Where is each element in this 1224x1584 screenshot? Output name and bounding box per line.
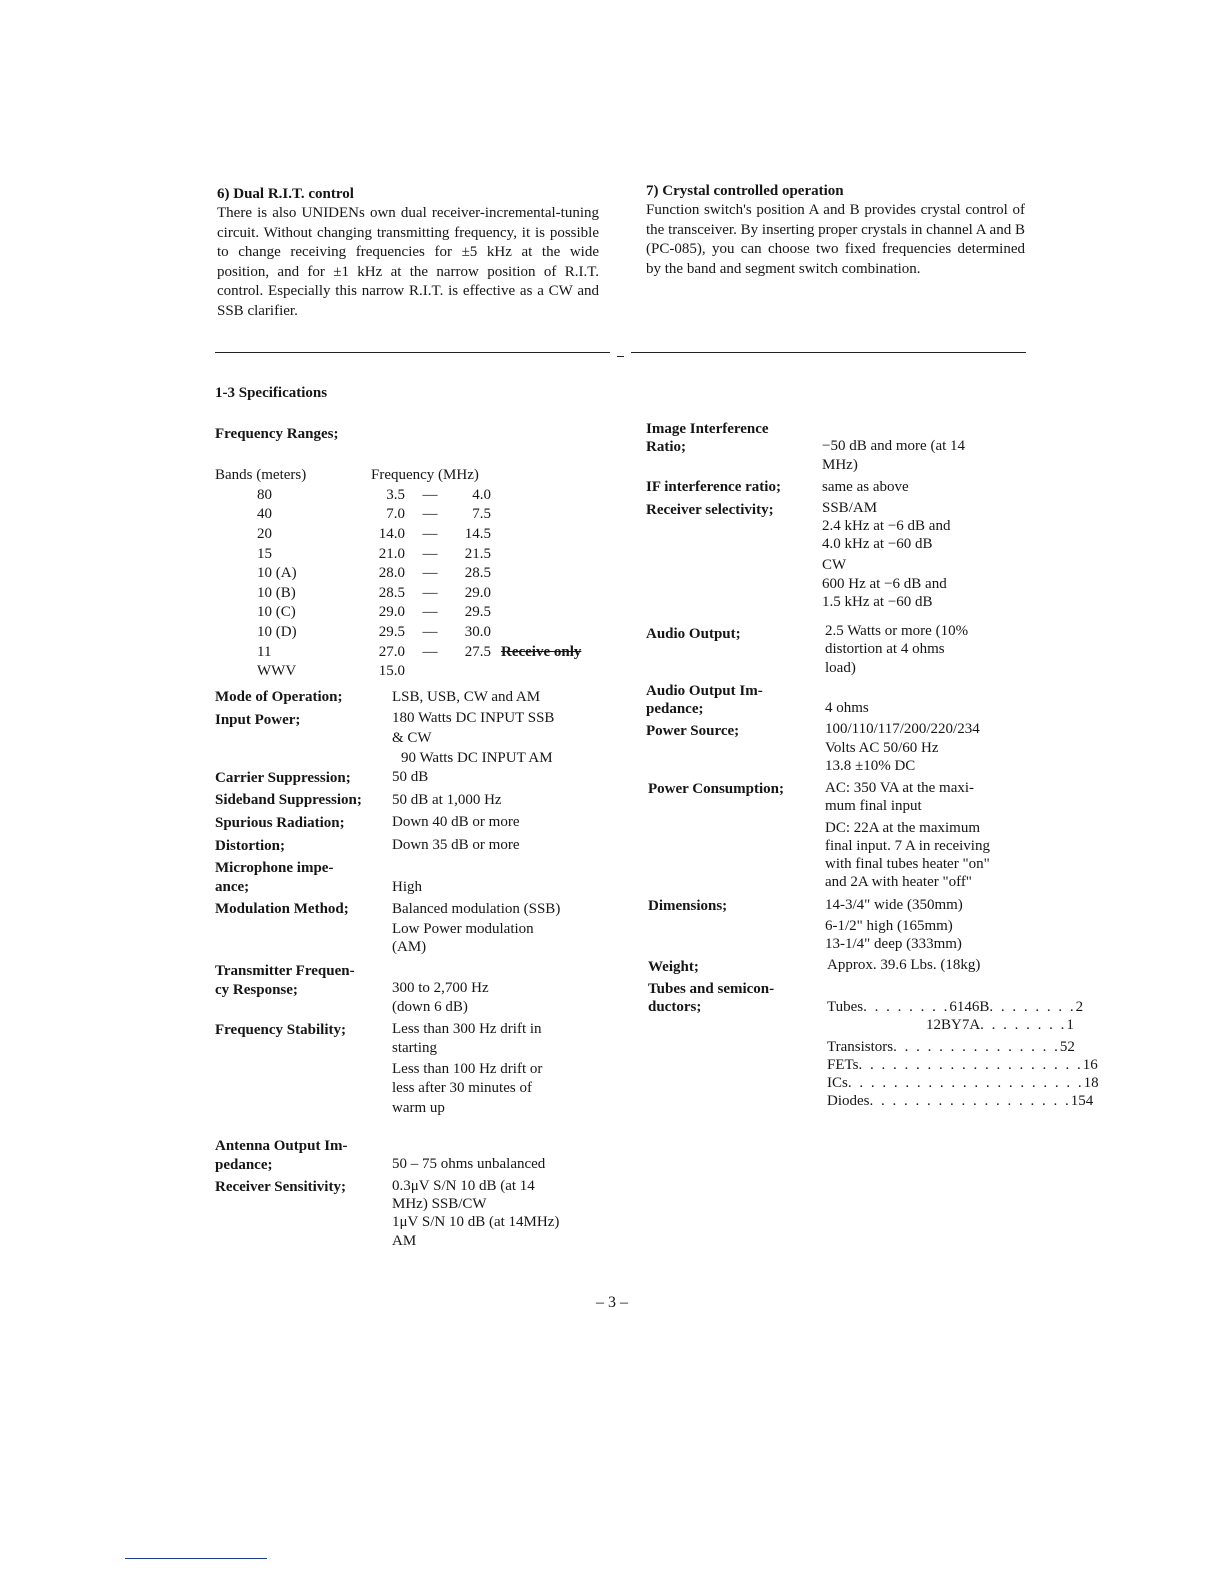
dimensions-value-2: 6-1/2" high (165mm) [825, 918, 953, 934]
audio-impedance-label-2: pedance; [646, 701, 704, 717]
tube-row-6146b [827, 998, 1084, 1016]
band-freq-low: 21.0 [378, 545, 405, 562]
microphone-impedance-label-2: ance; [215, 879, 250, 895]
dimensions-label: Dimensions; [648, 898, 728, 914]
sideband-suppression-label: Sideband Suppression; [215, 792, 362, 808]
band-range-dash: — [422, 486, 438, 503]
leader-dots: . . . . . . . . [989, 999, 1076, 1015]
band-range-dash: — [422, 526, 438, 543]
leader-dots: . . . . . . . . . . . . . . . . . . . . . [847, 1075, 1084, 1091]
audio-output-value-2: distortion at 4 ohms [825, 641, 945, 657]
frequency-column-header: Frequency (MHz) [371, 467, 479, 484]
spurious-radiation-label: Spurious Radiation; [215, 815, 345, 831]
dimensions-value-3: 13-1/4" deep (333mm) [825, 936, 962, 952]
band-freq-low: 29.0 [378, 604, 405, 621]
fets-name: FETs [827, 1057, 859, 1073]
modulation-method-value-2: Low Power modulation [392, 921, 534, 937]
band-freq-high: 29.0 [464, 584, 491, 601]
if-interference-value: same as above [822, 479, 909, 495]
band-freq-high: 7.5 [472, 506, 491, 523]
band-row [215, 584, 615, 604]
receiver-selectivity-value-5: 600 Hz at −6 dB and [822, 576, 947, 592]
mode-label: Mode of Operation; [215, 689, 343, 705]
tube-12by7a-count: 1 [1066, 1017, 1074, 1033]
fets-row [827, 1056, 1098, 1074]
band-row [215, 623, 615, 643]
receiver-selectivity-label: Receiver selectivity; [646, 502, 774, 518]
band-freq-low: 14.0 [378, 526, 405, 543]
transistors-row [827, 1038, 1075, 1056]
band-freq-high: 21.5 [464, 545, 491, 562]
tube-12by7a-name: 12BY7A [926, 1017, 981, 1033]
band-range-dash: — [422, 643, 438, 660]
tubes-semiconductors-label-2: ductors; [648, 999, 702, 1015]
audio-impedance-value: 4 ohms [825, 700, 869, 716]
band-freq-high: 4.0 [472, 486, 491, 503]
leader-dots: . . . . . . . . [863, 999, 950, 1015]
band-name: 40 [257, 506, 272, 523]
band-range-dash: — [422, 545, 438, 562]
power-source-label: Power Source; [646, 723, 740, 739]
band-row [215, 642, 615, 662]
band-freq-low: 28.0 [378, 565, 405, 582]
audio-output-value-3: load) [825, 660, 856, 676]
carrier-suppression-label: Carrier Suppression; [215, 770, 351, 786]
image-interference-label-1: Image Interference [646, 421, 769, 437]
section-dual-rit [217, 185, 599, 322]
band-freq-low: 3.5 [386, 486, 405, 503]
receiver-selectivity-value-1: SSB/AM [822, 500, 878, 516]
band-name: 10 (C) [257, 604, 296, 621]
antenna-impedance-label-2: pedance; [215, 1157, 273, 1173]
power-source-value-3: 13.8 ±10% DC [825, 758, 916, 774]
band-freq-low: 7.0 [386, 506, 405, 523]
modulation-method-value-3: (AM) [392, 939, 427, 955]
frequency-ranges-label: Frequency Ranges; [215, 426, 339, 442]
band-range-dash: — [422, 624, 438, 641]
band-name: 11 [257, 643, 272, 660]
audio-impedance-label-1: Audio Output Im- [646, 683, 763, 699]
receiver-sensitivity-value-4: AM [392, 1233, 417, 1249]
band-name: WWV [257, 663, 297, 680]
frequency-stability-value-1: Less than 300 Hz drift in [392, 1021, 542, 1037]
antenna-impedance-label-1: Antenna Output Im- [215, 1138, 348, 1154]
divider-left [215, 352, 610, 353]
antenna-impedance-value: 50 – 75 ohms unbalanced [392, 1156, 546, 1172]
receiver-sensitivity-label: Receiver Sensitivity; [215, 1179, 346, 1195]
diodes-count: 154 [1070, 1093, 1094, 1109]
band-row [215, 544, 615, 564]
semiconductor-list [827, 1038, 1099, 1110]
image-interference-label-2: Ratio; [646, 439, 686, 455]
divider-dash [617, 356, 624, 357]
power-consumption-value-6: and 2A with heater "off" [825, 874, 972, 890]
frequency-stability-value-5: warm up [392, 1100, 445, 1116]
band-table-header [215, 466, 615, 486]
band-range-dash: — [422, 506, 438, 523]
fets-count: 16 [1082, 1057, 1098, 1073]
tubes-name: Tubes [827, 999, 864, 1015]
leader-dots: . . . . . . . . . . . . . . . . . . . . [858, 1057, 1083, 1073]
band-row [215, 662, 615, 682]
if-interference-label: IF interference ratio; [646, 479, 781, 495]
transmitter-frequency-value-2: (down 6 dB) [392, 999, 468, 1015]
band-column-header: Bands (meters) [215, 467, 307, 484]
sideband-suppression-value: 50 dB at 1,000 Hz [392, 792, 502, 808]
carrier-suppression-value: 50 dB [392, 769, 429, 785]
input-power-value-2: & CW [392, 730, 432, 746]
footnote-rule [125, 1558, 267, 1559]
leader-dots: . . . . . . . . . . . . . . . [893, 1039, 1060, 1055]
power-consumption-value-1: AC: 350 VA at the maxi- [825, 780, 975, 796]
ics-name: ICs [827, 1075, 848, 1091]
transmitter-frequency-label-1: Transmitter Frequen- [215, 963, 355, 979]
receiver-selectivity-value-6: 1.5 kHz at −60 dB [822, 594, 933, 610]
band-row [215, 564, 615, 584]
band-freq-high: 29.5 [464, 604, 491, 621]
band-name: 80 [257, 486, 272, 503]
frequency-band-table [215, 466, 615, 682]
power-consumption-label: Power Consumption; [648, 781, 784, 797]
receiver-sensitivity-value-1: 0.3μV S/N 10 dB (at 14 [392, 1178, 535, 1194]
receiver-sensitivity-value-3: 1μV S/N 10 dB (at 14MHz) [392, 1214, 560, 1230]
weight-label: Weight; [648, 959, 699, 975]
transistors-name: Transistors [827, 1039, 894, 1055]
band-note: Receive only [501, 643, 582, 660]
frequency-stability-label: Frequency Stability; [215, 1022, 346, 1038]
diodes-name: Diodes [827, 1093, 870, 1109]
frequency-stability-value-4: less after 30 minutes of [392, 1080, 532, 1096]
image-interference-value-1: −50 dB and more (at 14 [822, 438, 966, 454]
band-rows [215, 486, 615, 682]
leader-dots: . . . . . . . . . . . . . . . . . . [869, 1093, 1071, 1109]
modulation-method-label: Modulation Method; [215, 901, 349, 917]
receiver-sensitivity-value-2: MHz) SSB/CW [392, 1196, 487, 1212]
microphone-impedance-label-1: Microphone impe- [215, 860, 334, 876]
ics-count: 18 [1083, 1075, 1099, 1091]
receiver-selectivity-value-4: CW [822, 557, 847, 573]
band-freq-high: 28.5 [464, 565, 491, 582]
band-row [215, 525, 615, 545]
diodes-row [827, 1092, 1094, 1110]
transmitter-frequency-value-1: 300 to 2,700 Hz [392, 980, 489, 996]
power-consumption-value-4: final input. 7 A in receiving [825, 838, 990, 854]
power-consumption-value-3: DC: 22A at the maximum [825, 820, 980, 836]
crystal-control-title: 7) Crystal controlled operation [646, 183, 844, 199]
power-consumption-value-5: with final tubes heater "on" [825, 856, 990, 872]
tube-6146b-name: 6146B [949, 999, 990, 1015]
transmitter-frequency-label-2: cy Response; [215, 982, 298, 998]
band-freq-low: 27.0 [378, 643, 405, 660]
frequency-stability-value-3: Less than 100 Hz drift or [392, 1061, 543, 1077]
leader-dots: . . . . . . . . [980, 1017, 1067, 1033]
band-name: 10 (A) [257, 565, 297, 582]
tube-6146b-count: 2 [1075, 999, 1084, 1015]
audio-output-label: Audio Output; [646, 626, 741, 642]
band-range-dash: — [422, 565, 438, 582]
dual-rit-body: There is also UNIDENs own dual receiver-incremental-tuning circuit. Without changing transmitting frequency, it is possible to change receiving frequencies for ±5 kHz at the wide position, and for ±1 kHz at the narrow position of R.I.T. control. Especially this narrow R.I.T. is effective as a CW and SSB clarifier. [217, 205, 599, 319]
band-freq-low: 15.0 [378, 663, 405, 680]
input-power-label: Input Power; [215, 712, 301, 728]
band-name: 20 [257, 526, 272, 543]
band-name: 10 (D) [257, 624, 297, 641]
band-name: 10 (B) [257, 584, 296, 601]
specifications-title: 1-3 Specifications [215, 385, 328, 401]
receiver-selectivity-value-2: 2.4 kHz at −6 dB and [822, 518, 951, 534]
band-freq-high: 14.5 [464, 526, 491, 543]
tubes-semiconductors-label-1: Tubes and semicon- [648, 981, 775, 997]
input-power-value-3: 90 Watts DC INPUT AM [401, 750, 553, 766]
band-row [215, 505, 615, 525]
distortion-label: Distortion; [215, 838, 285, 854]
section-crystal-control [646, 182, 1025, 279]
spurious-radiation-value: Down 40 dB or more [392, 814, 520, 830]
tube-row-12by7a [827, 1016, 1074, 1034]
weight-value: Approx. 39.6 Lbs. (18kg) [827, 957, 981, 973]
band-freq-low: 28.5 [378, 584, 405, 601]
band-range-dash: — [422, 604, 438, 621]
divider-right [631, 352, 1026, 353]
dual-rit-title: 6) Dual R.I.T. control [217, 186, 354, 202]
audio-output-value-1: 2.5 Watts or more (10% [825, 623, 969, 639]
distortion-value: Down 35 dB or more [392, 837, 520, 853]
ics-row [827, 1074, 1099, 1092]
image-interference-value-2: MHz) [822, 457, 858, 473]
page-number: – 3 – [596, 1294, 628, 1311]
modulation-method-value-1: Balanced modulation (SSB) [392, 901, 561, 917]
microphone-impedance-value: High [392, 879, 422, 895]
band-range-dash: — [422, 584, 438, 601]
band-row [215, 486, 615, 506]
mode-value: LSB, USB, CW and AM [392, 689, 541, 705]
band-freq-high: 30.0 [464, 624, 491, 641]
input-power-value-1: 180 Watts DC INPUT SSB [392, 710, 555, 726]
power-consumption-value-2: mum final input [825, 798, 922, 814]
crystal-control-body: Function switch's position A and B provides crystal control of the transceiver. By inserting proper crystals in channel A and B (PC-085), you can choose two fixed frequencies determined by the band and segment switch combination. [646, 202, 1025, 277]
power-source-value-2: Volts AC 50/60 Hz [825, 740, 939, 756]
frequency-stability-value-2: starting [392, 1040, 437, 1056]
band-freq-low: 29.5 [378, 624, 405, 641]
receiver-selectivity-value-3: 4.0 kHz at −60 dB [822, 536, 933, 552]
dimensions-value-1: 14-3/4" wide (350mm) [825, 897, 963, 913]
transistors-count: 52 [1059, 1039, 1075, 1055]
power-source-value-1: 100/110/117/200/220/234 [825, 721, 980, 737]
tube-list [827, 998, 1084, 1034]
band-name: 15 [257, 545, 272, 562]
band-row [215, 603, 615, 623]
band-freq-high: 27.5 [464, 643, 491, 660]
